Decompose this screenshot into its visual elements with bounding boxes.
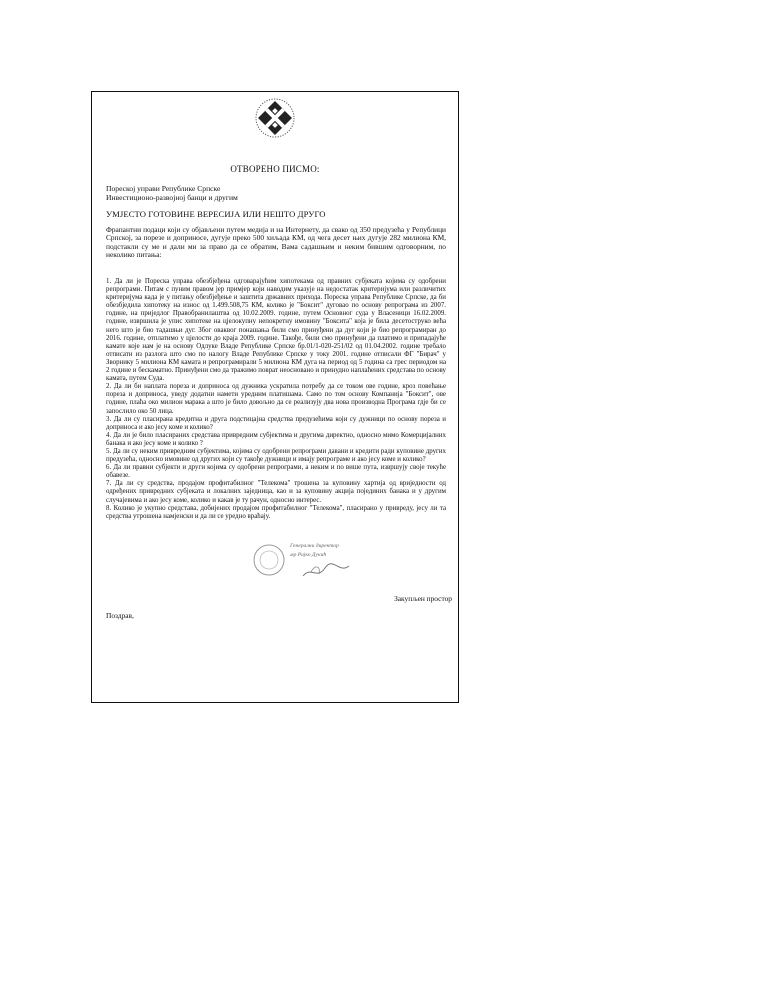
paid-space-note: Закупљен простор — [394, 594, 452, 603]
question-item: 3. Да ли су пласирана кредитна и друга подстицајна средства предузећима који су дужници по основу пореза и доприноса и ако јесу коме и колико? — [106, 415, 446, 431]
question-list — [106, 278, 446, 521]
recipient-line: Пореској управи Републике Српске — [106, 184, 221, 193]
company-logo-icon — [254, 97, 296, 139]
stamp-name: мр Рајко Дукић — [290, 552, 327, 558]
closing-greeting: Поздрав, — [106, 611, 134, 620]
intro-paragraph: Фрапантни подаци који су објављени путем медија и на Интернету, да свако од 350 предузећа у Републици Српској, за порезе и доприносе, дугује преко 500 хиљада КМ, од чега десет њих дугује 282 милиона КМ, подстакли су ме и дали ми за право да се обратим, Вама садашњим и неким бившим одговорним, по неколико питања: — [106, 225, 446, 260]
question-item: 2. Да ли би наплата пореза и доприноса од дужника ускратила потребу да се током ове године, кроз повећање пореза и доприноса, уведу додатни намети уредним платишама. Само по том основу Компанија "Боксит", ове године, плаћа око милион марака а што је било довољно да се реализују два нова производна Програма гдје би се запослило око 50 лица. — [106, 383, 446, 415]
letter-title: ОТВОРЕНО ПИСМО: — [230, 164, 320, 174]
question-item: 4. Да ли је било пласираних средстава привредним субјектима и другима директно, односно мимо Комерцијалних банака и ако јесу коме и колико ? — [106, 431, 446, 447]
open-letter-page — [91, 91, 459, 703]
question-item: 5. Да ли су неким привредним субјектима, којима су одобрени репрограми давани и кредити ради куповине других предузећа, односно имовине од других који су такође дужници и имају репрограме и ако јесу коме и колико? — [106, 447, 446, 464]
recipient-line: Инвестиционо-развојној банци и другим — [106, 193, 238, 202]
recipient-block — [106, 184, 238, 202]
letter-heading: УМЈЕСТО ГОТОВИНЕ ВЕРЕСИЈА ИЛИ НЕШТО ДРУГО — [106, 209, 326, 219]
question-item: 7. Да ли су средства, продајом профитабилног "Телекома" трошена за куповину хартија од вриједности од одређених привредних субјеката и локалних заједница, као и за куповину акција појединих банака и у другим случајевима и ако јесу коме, колико и какав је ту рачун, односно интерес. — [106, 480, 446, 504]
question-item: 1. Да ли је Пореска управа обезбјеђена одговарајућим хипотекама од правних субјеката којима су одобрени репрограми. Питам с пуним правом јер примјер који наводим указује на недостатак критеријума или различитих критеријума када је у питању обезбјеђење и заштита државних прихода. Пореска управа Републике Српске, да би обезбједила хипотеку на износ од 1.499.508,75 КМ, колико је "Боксит" дуговао по основу репрограма из 2007. године, на приједлог Правобранилаштва од 10.02.2009. године, путем Основног суда у Власеници 16.02.2009. године, извршила је упис хипотеке на цјелокупну непокретну имовину "Боксита" која је била десетоструко већа него што је био тадашњи дуг. Због оваквог понашања били смо принуђени да дуг који је био репрограмиран до 2016. године, отплатимо у цјелости до краја 2009. године. Такође, били смо принуђени да платимо и припадајуће камате које нам је на основу Одлуке Владе Републике Српске бр.01/1-020-251/02 од 01.04.2002. године требало отписати из разлога што смо по налогу Владе Републике Српске у току 2001. године отписали ФГ "Бирач" у Зворнику 5 милиона КМ камата и репрограмирали 5 милиона КМ дуга на период од 5 година са грес периодом на 2 године и бескаматно. Принуђени смо да тражимо поврат неосновано и принудно наплаћених средстава по основу камата, путем Суда. — [106, 278, 446, 383]
stamp-title: Генерални директор — [290, 543, 339, 549]
question-item: 8. Колико је укупно средстава, добијених продајом профитабилног "Телекома", пласирано у привреду, јесу ли та средства утрошена намјенски и да ли се уредно враћају. — [106, 504, 446, 520]
question-item: 6. Да ли правни субјекти и други којима су одобрени репрограми, а неким и по више пута, извршују своје текуће обавезе. — [106, 464, 446, 480]
